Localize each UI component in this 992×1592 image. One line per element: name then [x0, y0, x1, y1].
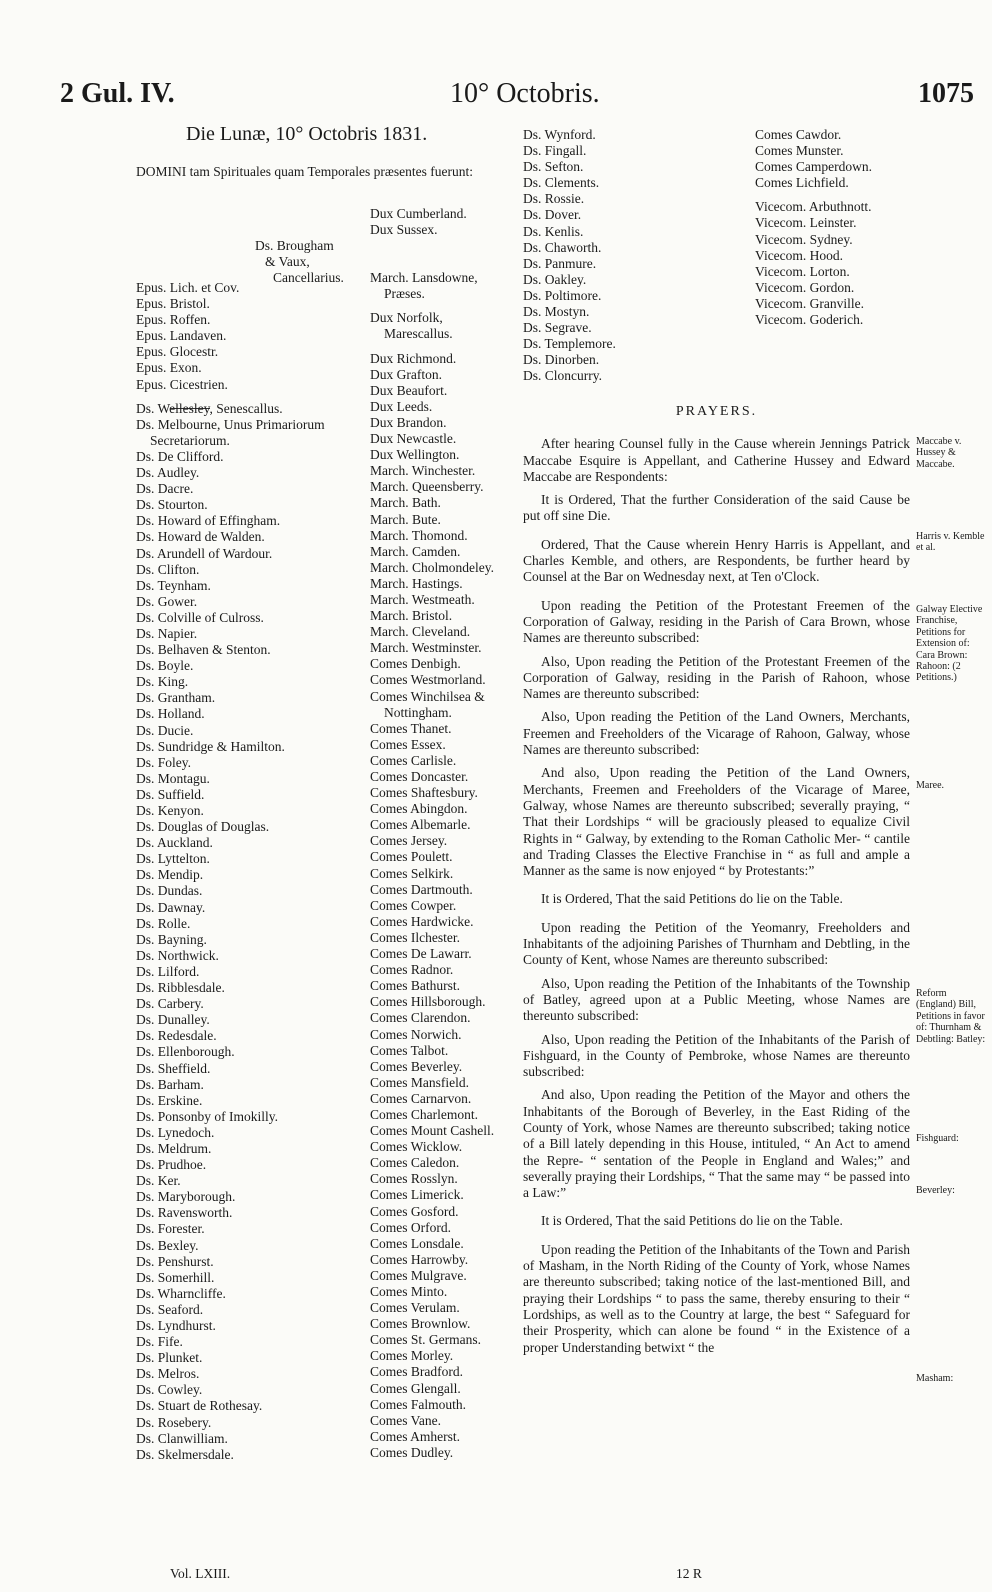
- lord-name-line: Comes Lonsdale.: [370, 1235, 464, 1251]
- list-spacer: [370, 343, 520, 351]
- lord-name-line: Ds. Meldrum.: [136, 1140, 212, 1156]
- lord-name-line: Dux Brandon.: [370, 414, 447, 430]
- lord-name-line: Ds. Teynham.: [136, 577, 211, 593]
- lord-name-line: Ds. Kenlis.: [523, 223, 584, 239]
- proceedings-paragraph: Also, Upon reading the Petition of the Inhabitants of the Parish of Fishguard, in the County of Pembroke, whose Names are thereunto subscribed:: [523, 1031, 910, 1080]
- lord-name-line: Comes De Lawarr.: [370, 946, 472, 962]
- lords-list-column-3: [523, 127, 743, 385]
- lord-name-line: Ds. Skelmersdale.: [136, 1446, 234, 1462]
- lord-name-line: Ds. Lynedoch.: [136, 1124, 215, 1140]
- lord-name-line: Ds. Kenyon.: [136, 803, 204, 818]
- lord-name-line: Dux Beaufort.: [370, 382, 448, 398]
- lord-name-line: Ds. Bayning.: [136, 931, 207, 947]
- lord-name-line: Ds. Templemore.: [523, 336, 616, 352]
- attendance-intro: DOMINI tam Spirituales quam Temporales præsentes fuerunt:: [136, 164, 473, 179]
- lord-name-line: Ds. Dundas.: [136, 883, 203, 899]
- lord-name-line: Ds. Howard of Effingham.: [136, 513, 281, 529]
- cancellarius-line: Ds. Brougham: [255, 238, 334, 253]
- proceedings-paragraph: And also, Upon reading the Petition of the Land Owners, Merchants, Freemen and Freeholders of the Vicarage of Maree, Galway, whose Names are thereunto subscribed; severally praying, “ That their Lordships “ will be graciously pleased to equalize Civil Rights in “ Galway, by extending to the Roman Catholic Mer- “ cantile and Trading Classes the Elective Franchise in “ as full and ample a Manner as the same is now enjoyed “ by Protestants:”: [523, 765, 910, 879]
- lord-name-line: Ds. Penshurst.: [136, 1253, 214, 1269]
- lord-name-line: Comes Munster.: [755, 143, 844, 159]
- lord-name-line: Ds. Redesdale.: [136, 1028, 217, 1044]
- lord-name-line: Ds. Maryborough.: [136, 1189, 236, 1205]
- lord-name-line: Comes Limerick.: [370, 1187, 464, 1203]
- lord-name-line: Ds. King.: [136, 674, 189, 690]
- lord-name-line: Vicecom. Granville.: [755, 295, 865, 311]
- lord-name-line: Epus. Lich. et Cov.: [136, 280, 240, 295]
- lord-name-line: Ds. Dunalley.: [136, 1012, 210, 1028]
- volume-number: Vol. LXIII.: [170, 1566, 231, 1581]
- proceedings-paragraph: Upon reading the Petition of the Inhabitants of the Town and Parish of Masham, in the North Riding of the County of York, whose Names are thereunto subscribed; taking notice of the last-mentioned Bill, and praying their Lordships “ to pass the same, thereby ensuring to their “ Lordships, as well as to the Country at large, the best “ Safeguard for their Prosperity, which can alone be found “ in the Existence of a proper Understanding betwixt “ the: [523, 1241, 910, 1355]
- lord-name-line: Comes Gosford.: [370, 1203, 459, 1219]
- lord-name-line: Ds. Ellenborough.: [136, 1044, 235, 1060]
- lord-name-line: Ds. Ponsonby of Imokilly.: [136, 1108, 279, 1124]
- sitting-title: Die Lunæ, 10° Octobris 1831.: [186, 123, 428, 145]
- lord-name-line: March. Bristol.: [370, 608, 453, 624]
- lord-name-line: Ds. Rolle.: [136, 915, 191, 931]
- lord-name-line: Comes Falmouth.: [370, 1396, 467, 1412]
- lord-name-line: Ds. Arundell of Wardour.: [136, 545, 273, 561]
- lord-name-line: Comes Harrowby.: [370, 1251, 469, 1267]
- lord-name-line: Comes Dartmouth.: [370, 881, 473, 897]
- lord-name-line: Ds. De Clifford.: [136, 448, 224, 464]
- lord-name-line: Comes Mount Cashell.: [370, 1123, 495, 1139]
- lord-name-line: Comes Mulgrave.: [370, 1267, 467, 1283]
- lord-name-line: Vicecom. Goderich.: [755, 312, 864, 328]
- lord-name-line: March. Thomond.: [370, 527, 468, 543]
- margin-note: Galway Elective Franchise, Petitions for Extension of: Cara Brown: Rahoon: (2 Petitions.): [916, 604, 983, 684]
- lord-name-line: Ds. Stourton.: [136, 497, 208, 513]
- lord-name-line: March. Queensberry.: [370, 479, 484, 495]
- lord-name-line: Comes Winchilsea &: [370, 688, 485, 704]
- proceedings-paragraph: It is Ordered, That the said Petitions do lie on the Table.: [541, 1213, 843, 1229]
- lord-name-line: Ds. Auckland.: [136, 835, 213, 851]
- lord-name-line: March. Hastings.: [370, 575, 463, 591]
- lord-name-line: March. Winchester.: [370, 463, 476, 479]
- lord-name-line: Comes Carlisle.: [370, 752, 457, 768]
- lord-name-line: Comes Hillsborough.: [370, 994, 486, 1010]
- lord-name-line: Ds. Napier.: [136, 625, 198, 641]
- lord-name-line: Comes Westmorland.: [370, 672, 486, 688]
- list-spacer: [370, 262, 520, 270]
- lord-name-line: Ds. Segrave.: [523, 320, 592, 336]
- lord-name-line: Secretariorum.: [150, 432, 230, 448]
- proceedings-paragraph: It is Ordered, That the further Consideration of the said Cause be put off sine Die.: [523, 492, 910, 524]
- lord-name-line: Comes Mansfield.: [370, 1074, 469, 1090]
- lord-name-line: Ds. Cowley.: [136, 1382, 203, 1398]
- list-spacer: [755, 191, 915, 199]
- lord-name-line: Ds. Dacre.: [136, 481, 194, 497]
- proceedings-paragraph: Ordered, That the Cause wherein Henry Harris is Appellant, and Charles Kemble, and others, are Respondents, be further heard by Counsel at the Bar on Wednesday next, at Ten o'Clock.: [523, 536, 910, 585]
- lord-name-line: Ds. Seaford.: [136, 1301, 204, 1317]
- margin-note: Masham:: [916, 1373, 954, 1384]
- lord-name-line: March. Lansdowne,: [370, 270, 478, 286]
- lord-name-line: Ds. Howard de Walden.: [136, 529, 265, 545]
- lord-name-line: March. Bute.: [370, 511, 441, 527]
- lord-name-line: Ds. Ker.: [136, 1173, 181, 1189]
- lord-name-line: Vicecom. Lorton.: [755, 263, 850, 279]
- lord-name-line: Ds. Bexley.: [136, 1237, 199, 1253]
- lord-name-line: Ds. Montagu.: [136, 770, 210, 786]
- lord-name-line: Comes Bradford.: [370, 1364, 463, 1380]
- lord-name-line: Ds. Somerhill.: [136, 1269, 215, 1285]
- lord-name-line: Comes Doncaster.: [370, 769, 469, 784]
- lord-name-line: Comes Vane.: [370, 1412, 441, 1428]
- lord-name-line: Comes Rosslyn.: [370, 1171, 458, 1187]
- lord-name-line: Ds. Wynford.: [523, 127, 596, 142]
- margin-note: Maccabe v. Hussey & Maccabe.: [916, 436, 962, 470]
- margin-note: Harris v. Kemble et al.: [916, 531, 985, 554]
- lord-name-line: Comes Glengall.: [370, 1380, 461, 1396]
- lord-name-line: Ds. Clifton.: [136, 561, 200, 577]
- lord-name-line: Comes Ilchester.: [370, 929, 460, 945]
- lord-name-line: Ds. Mostyn.: [523, 304, 590, 320]
- lord-name-line: Ds. Audley.: [136, 465, 200, 481]
- lord-name-line: Marescallus.: [384, 326, 453, 342]
- lord-name-line: Ds. Mendip.: [136, 867, 204, 883]
- margin-note: Beverley:: [916, 1185, 955, 1196]
- lord-name-line: Comes Thanet.: [370, 720, 452, 736]
- lord-name-line: Ds. Suffield.: [136, 786, 205, 802]
- lord-name-line: Ds. Barham.: [136, 1076, 204, 1092]
- lord-name-line: Ds. Wharncliffe.: [136, 1285, 226, 1301]
- running-head-date: 10° Octobris.: [450, 78, 600, 109]
- proceedings-paragraph: After hearing Counsel fully in the Cause wherein Jennings Patrick Maccabe Esquire is Appellant, and Catherine Hussey and Edward Maccabe are Respondents:: [523, 436, 910, 484]
- proceedings-paragraph: It is Ordered, That the said Petitions do lie on the Table.: [541, 891, 843, 907]
- list-spacer: [136, 393, 371, 401]
- lord-name-line: Ds. Rosebery.: [136, 1414, 212, 1430]
- lord-name-line: Comes Poulett.: [370, 849, 453, 865]
- lord-name-line: Comes Jersey.: [370, 833, 448, 849]
- lord-name-line: Dux Leeds.: [370, 398, 433, 414]
- lord-name-line: March. Bath.: [370, 495, 441, 511]
- lord-name-line: Epus. Cicestrien.: [136, 376, 228, 392]
- lord-name-line: Comes Beverley.: [370, 1058, 463, 1074]
- lord-name-line: Epus. Exon.: [136, 360, 202, 376]
- lord-name-line: Ds. Forester.: [136, 1221, 205, 1237]
- lord-name-line: Epus. Glocestr.: [136, 344, 219, 360]
- lord-name-line: Ds. Carbery.: [136, 996, 204, 1012]
- lord-name-line: Ds. Sheffield.: [136, 1060, 211, 1076]
- lord-name-line: Comes Caledon.: [370, 1155, 460, 1171]
- lord-name-line: March. Cleveland.: [370, 624, 471, 640]
- lord-name-line: Comes Cowper.: [370, 897, 457, 913]
- lord-name-line: Comes Verulam.: [370, 1300, 460, 1316]
- lord-name-line: Ds. Poltimore.: [523, 287, 602, 303]
- cancellarius-line: Cancellarius.: [273, 270, 344, 286]
- lord-name-line: Ds. Chaworth.: [523, 239, 602, 255]
- lord-name-line: Dux Newcastle.: [370, 431, 457, 447]
- lord-name-line: Ds. Dawnay.: [136, 899, 206, 915]
- margin-note: Fishguard:: [916, 1133, 959, 1144]
- lord-name-line: Ds. Grantham.: [136, 690, 216, 706]
- lord-name-line: Ds. Sefton.: [523, 159, 584, 175]
- lord-name-line: Ds. Foley.: [136, 754, 192, 770]
- lord-name-line: Dux Wellington.: [370, 447, 460, 463]
- lord-name-line: Epus. Landaven.: [136, 328, 227, 344]
- lord-name-line: Ds. Sundridge & Hamilton.: [136, 738, 285, 754]
- lord-name-line: Comes Hardwicke.: [370, 913, 474, 929]
- margin-note: Reform (England) Bill, Petitions in favor of: Thurnham & Debtling: Batley:: [916, 988, 986, 1045]
- proceedings-paragraph: Also, Upon reading the Petition of the Inhabitants of the Township of Batley, agreed upon at a Public Meeting, whose Names are thereunto subscribed:: [523, 975, 910, 1024]
- lord-name-line: Ds. Ravensworth.: [136, 1205, 233, 1221]
- lord-name-line: Ds. Belhaven & Stenton.: [136, 642, 271, 658]
- lord-name-line: Ds. Clanwilliam.: [136, 1430, 228, 1446]
- lord-name-line: Dux Grafton.: [370, 366, 442, 382]
- lord-name-line: March. Westmeath.: [370, 591, 475, 607]
- lord-name-line: Ds. Panmure.: [523, 255, 597, 271]
- lord-name-line: Comes Talbot.: [370, 1042, 449, 1058]
- lord-name-line: Ds. Prudhoe.: [136, 1157, 207, 1173]
- proceedings-paragraph: Also, Upon reading the Petition of the Land Owners, Merchants, Freemen and Freeholders of the Vicarage of Rahoon, Galway, whose Names are thereunto subscribed:: [523, 709, 910, 758]
- lord-name-line: Comes Bathurst.: [370, 978, 460, 994]
- signature-mark: 12 R: [676, 1566, 702, 1581]
- lords-list-column-4: [755, 127, 915, 328]
- lord-name-line: Ds. Melbourne, Unus Primariorum: [136, 416, 325, 432]
- lord-name-line: Vicecom. Leinster.: [755, 215, 857, 231]
- list-spacer: [370, 302, 520, 310]
- lord-name-line: March. Westminster.: [370, 640, 482, 656]
- lord-name-line: Comes Albemarle.: [370, 817, 471, 833]
- lord-name-line: Comes Cawdor.: [755, 127, 842, 142]
- margin-note: Maree.: [916, 780, 945, 791]
- proceedings-paragraph: Upon reading the Petition of the Yeomanry, Freeholders and Inhabitants of the adjoining Parishes of Thurnham and Debtling, in the County of Kent, whose Names are thereunto subscribed:: [523, 919, 910, 968]
- lord-name-line: Ds. Fingall.: [523, 143, 587, 159]
- lord-name-line: Comes Carnarvon.: [370, 1090, 472, 1106]
- lord-name-line: Ds. Gower.: [136, 593, 198, 609]
- lord-name-line: Epus. Bristol.: [136, 296, 210, 312]
- lord-name-line: Comes Amherst.: [370, 1428, 460, 1444]
- lord-name-line: Ds. Fife.: [136, 1334, 183, 1350]
- running-head-regnal-year: 2 Gul. IV.: [60, 78, 175, 109]
- prayers-heading: PRAYERS.: [675, 404, 758, 419]
- lord-name-line: Ds. Northwick.: [136, 947, 219, 963]
- lord-name-line: Comes Dudley.: [370, 1444, 454, 1460]
- lord-name-line: Dux Cumberland.: [370, 206, 467, 221]
- lord-name-line: Comes Minto.: [370, 1284, 448, 1299]
- lord-name-line: Ds. Ducie.: [136, 722, 194, 738]
- lord-name-line: Ds. Holland.: [136, 706, 205, 722]
- lord-name-line: Ds. Clements.: [523, 175, 600, 191]
- lord-name-line: Comes Abingdon.: [370, 801, 468, 817]
- proceedings-paragraph: Also, Upon reading the Petition of the Protestant Freemen of the Corporation of Galway, residing in the Parish of Rahoon, whose Names are thereunto subscribed:: [523, 653, 910, 702]
- list-spacer: [370, 254, 520, 262]
- lord-name-line: March. Camden.: [370, 543, 461, 559]
- lord-name-line: Vicecom. Gordon.: [755, 279, 855, 295]
- lord-name-line: Comes Selkirk.: [370, 865, 454, 881]
- lord-name-line: Ds. Colville of Culross.: [136, 609, 264, 625]
- lord-name-line: Dux Sussex.: [370, 222, 438, 238]
- lord-name-line: Ds. Dinorben.: [523, 352, 600, 368]
- lord-name-line: Nottingham.: [384, 704, 452, 720]
- proceedings-paragraph: Upon reading the Petition of the Protestant Freemen of the Corporation of Galway, residing in the Parish of Cara Brown, whose Names are thereunto subscribed:: [523, 597, 910, 646]
- lords-list-column-2: [370, 206, 520, 1461]
- lord-name-line: Comes Lichfield.: [755, 175, 849, 191]
- lord-name-line: Ds. Melros.: [136, 1366, 200, 1382]
- lord-name-line: Comes Wicklow.: [370, 1139, 463, 1155]
- cancellarius-line: & Vaux,: [265, 254, 310, 270]
- lord-name-line: Ds. Ribblesdale.: [136, 980, 225, 996]
- lord-name-line: Comes Brownlow.: [370, 1316, 471, 1332]
- lord-name-line: Dux Richmond.: [370, 350, 457, 366]
- proceedings-text: [523, 404, 910, 1363]
- lord-name-line: Ds. Wellesley, Senescallus.: [136, 400, 283, 416]
- lord-name-line: Comes Radnor.: [370, 962, 454, 978]
- lord-name-line: Comes Orford.: [370, 1219, 451, 1235]
- lord-name-line: Ds. Boyle.: [136, 658, 194, 674]
- lord-name-line: Comes Shaftesbury.: [370, 785, 478, 801]
- lord-name-line: Dux Norfolk,: [370, 310, 443, 326]
- lord-name-line: Comes Essex.: [370, 736, 446, 752]
- list-spacer: [370, 246, 520, 254]
- lord-name-line: Ds. Cloncurry.: [523, 368, 602, 384]
- lord-name-line: Ds. Plunket.: [136, 1350, 203, 1366]
- lord-name-line: Præses.: [384, 286, 425, 302]
- lord-name-line: Comes Camperdown.: [755, 159, 872, 175]
- lord-name-line: Comes Clarendon.: [370, 1010, 471, 1026]
- lord-name-line: Epus. Roffen.: [136, 312, 211, 328]
- lord-name-line: Comes St. Germans.: [370, 1332, 481, 1348]
- proceedings-paragraph: And also, Upon reading the Petition of the Mayor and others the Inhabitants of the Borough of Beverley, in the East Riding of the County of York, whose Names are thereunto subscribed; taking notice of a Bill lately depending in this House, intituled, “ An Act to amend the Repre- “ sentation of the People in England and Wales;” and severally praying their Lordships, “ That the same may “ be passed into a Law:”: [523, 1087, 910, 1201]
- lord-name-line: Vicecom. Arbuthnott.: [755, 199, 872, 215]
- page-number: 1075: [918, 78, 974, 109]
- lord-name-line: Ds. Dover.: [523, 207, 582, 223]
- list-spacer: [370, 238, 520, 246]
- lord-name-line: Ds. Douglas of Douglas.: [136, 819, 270, 835]
- lord-name-line: Ds. Lilford.: [136, 963, 200, 979]
- lord-name-line: Ds. Erskine.: [136, 1092, 203, 1108]
- lord-name-line: Comes Morley.: [370, 1348, 454, 1364]
- lord-name-line: Ds. Lyndhurst.: [136, 1318, 216, 1333]
- lord-name-line: Ds. Oakley.: [523, 271, 587, 287]
- lord-name-line: Comes Denbigh.: [370, 656, 461, 672]
- lord-name-line: Comes Charlemont.: [370, 1106, 478, 1122]
- lords-list-column-1: [136, 280, 371, 1463]
- lord-name-line: March. Cholmondeley.: [370, 559, 494, 575]
- lord-name-line: Ds. Lyttelton.: [136, 851, 210, 867]
- lord-name-line: Ds. Rossie.: [523, 191, 585, 207]
- lord-name-line: Comes Norwich.: [370, 1026, 462, 1042]
- lord-name-line: Vicecom. Sydney.: [755, 231, 853, 247]
- lord-name-line: Vicecom. Hood.: [755, 247, 844, 263]
- lord-name-line: Ds. Stuart de Rothesay.: [136, 1398, 263, 1414]
